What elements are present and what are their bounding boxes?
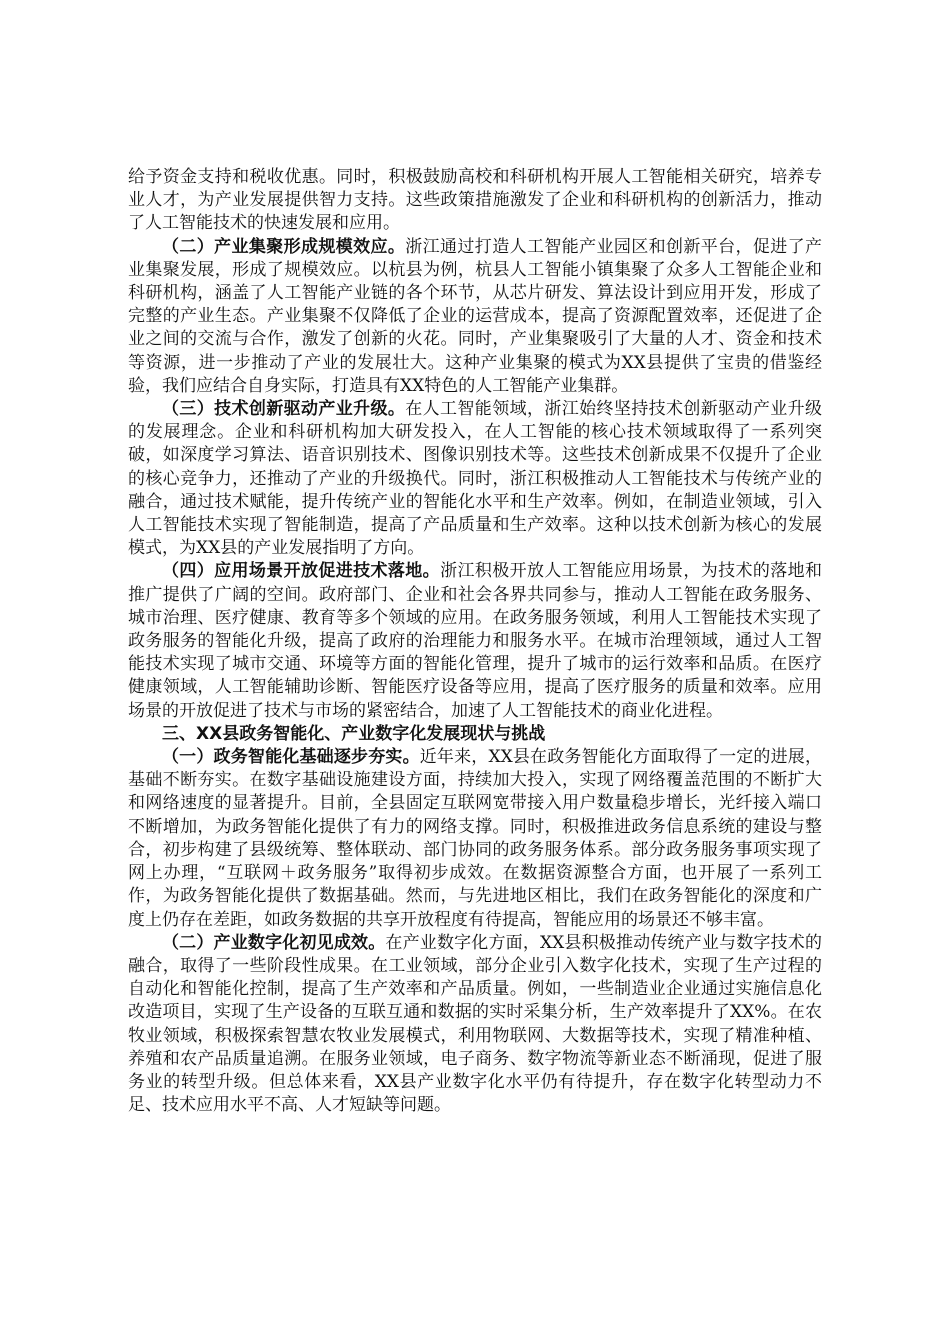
paragraph-industry-cluster bbox=[128, 236, 822, 398]
paragraph-lead: （一）政务智能化基础逐步夯实。 bbox=[162, 747, 420, 768]
paragraph-text: 在产业数字化方面，XX县积极推动传统产业与数字技术的融合，取得了一些阶段性成果。在工业领域，部分企业引入数字化技术，实现了生产过程的自动化和智能化控制，提高了生产效率和产品质量。例如，一些制造业企业通过实施信息化改造项目，实现了生产设备的互联互通和数据的实时采集分析，生产效率提升了XX%。在农牧业领域，积极探索智慧农牧业发展模式，利用物联网、大数据等技术，实现了精准种植、养殖和农产品质量追溯。在服务业领域，电子商务、数字物流等新业态不断涌现，促进了服务业的转型升级。但总体来看，XX县产业数字化水平仍有待提升，存在数字化转型动力不足、技术应用水平不高、人才短缺等问题。 bbox=[128, 932, 822, 1116]
paragraph-gov-intelligence bbox=[128, 746, 822, 932]
paragraph-text: 浙江通过打造人工智能产业园区和创新平台，促进了产业集聚发展，形成了规模效应。以杭县为例，杭县人工智能小镇集聚了众多人工智能企业和科研机构，涵盖了人工智能产业链的各个环节，从芯片研发、算法设计到应用开发，形成了完整的产业生态。产业集聚不仅降低了企业的运营成本，提高了资源配置效率，还促进了企业之间的交流与合作，激发了创新的火花。同时，产业集聚吸引了大量的人才、资金和技术等资源，进一步推动了产业的发展壮大。这种产业集聚的模式为XX县提供了宝贵的借鉴经验，我们应结合自身实际，打造具有XX特色的人工智能产业集群。 bbox=[128, 236, 822, 396]
paragraph-tech-innovation bbox=[128, 398, 822, 560]
paragraph-industry-digitalization bbox=[128, 932, 822, 1118]
paragraph-text: 近年来，XX县在政务智能化方面取得了一定的进展，基础不断夯实。在数字基础设施建设方面，持续加大投入，实现了网络覆盖范围的不断扩大和网络速度的显著提升。目前，全县固定互联网宽带接入用户数量稳步增长，光纤接入端口不断增加，为政务智能化提供了有力的网络支撑。同时，积极推进政务信息系统的建设与整合，初步构建了县级统筹、整体联动、部门协同的政务服务体系。部分政务服务事项实现了网上办理，“互联网＋政务服务”取得初步成效。在数据资源整合方面，也开展了一系列工作，为政务智能化提供了数据基础。然而，与先进地区相比，我们在政务智能化的深度和广度上仍存在差距，如政务数据的共享开放程度有待提高，智能应用的场景还不够丰富。 bbox=[128, 747, 822, 930]
paragraph-text: 给予资金支持和税收优惠。同时，积极鼓励高校和科研机构开展人工智能相关研究，培养专业人才，为产业发展提供智力支持。这些政策措施激发了企业和科研机构的创新活力，推动了人工智能技术的快速发展和应用。 bbox=[128, 167, 822, 234]
paragraph-text: 在人工智能领域，浙江始终坚持技术创新驱动产业升级的发展理念。企业和科研机构加大研发投入，在人工智能的核心技术领域取得了一系列突破，如深度学习算法、语音识别技术、图像识别技术等。这些技术创新成果不仅提升了企业的核心竞争力，还推动了产业的升级换代。同时，浙江积极推动人工智能技术与传统产业的融合，通过技术赋能，提升传统产业的智能化水平和生产效率。例如，在制造业领域，引入人工智能技术实现了智能制造，提高了产品质量和生产效率。这种以技术创新为核心的发展模式，为XX县的产业发展指明了方向。 bbox=[128, 399, 822, 559]
paragraph-lead: （三）技术创新驱动产业升级。 bbox=[162, 399, 406, 420]
document-body bbox=[128, 166, 822, 1117]
paragraph-lead: （二）产业集聚形成规模效应。 bbox=[162, 236, 406, 257]
paragraph-continuation bbox=[128, 166, 822, 236]
paragraph-lead: （四）应用场景开放促进技术落地。 bbox=[162, 561, 441, 582]
paragraph-lead: （二）产业数字化初见成效。 bbox=[162, 932, 386, 953]
paragraph-text: 浙江积极开放人工智能应用场景，为技术的落地和推广提供了广阔的空间。政府部门、企业和社会各界共同参与，推动人工智能在政务服务、城市治理、医疗健康、教育等多个领域的应用。在政务服务领域，利用人工智能技术实现了政务服务的智能化升级，提高了政府的治理能力和服务水平。在城市治理领域，通过人工智能技术实现了城市交通、环境等方面的智能化管理，提升了城市的运行效率和品质。在医疗健康领域，人工智能辅助诊断、智能医疗设备等应用，提高了医疗服务的质量和效率。应用场景的开放促进了技术与市场的紧密结合，加速了人工智能技术的商业化进程。 bbox=[128, 561, 823, 721]
paragraph-application-scenarios bbox=[128, 560, 822, 722]
section-heading: 三、XX县政务智能化、产业数字化发展现状与挑战 bbox=[162, 723, 546, 744]
